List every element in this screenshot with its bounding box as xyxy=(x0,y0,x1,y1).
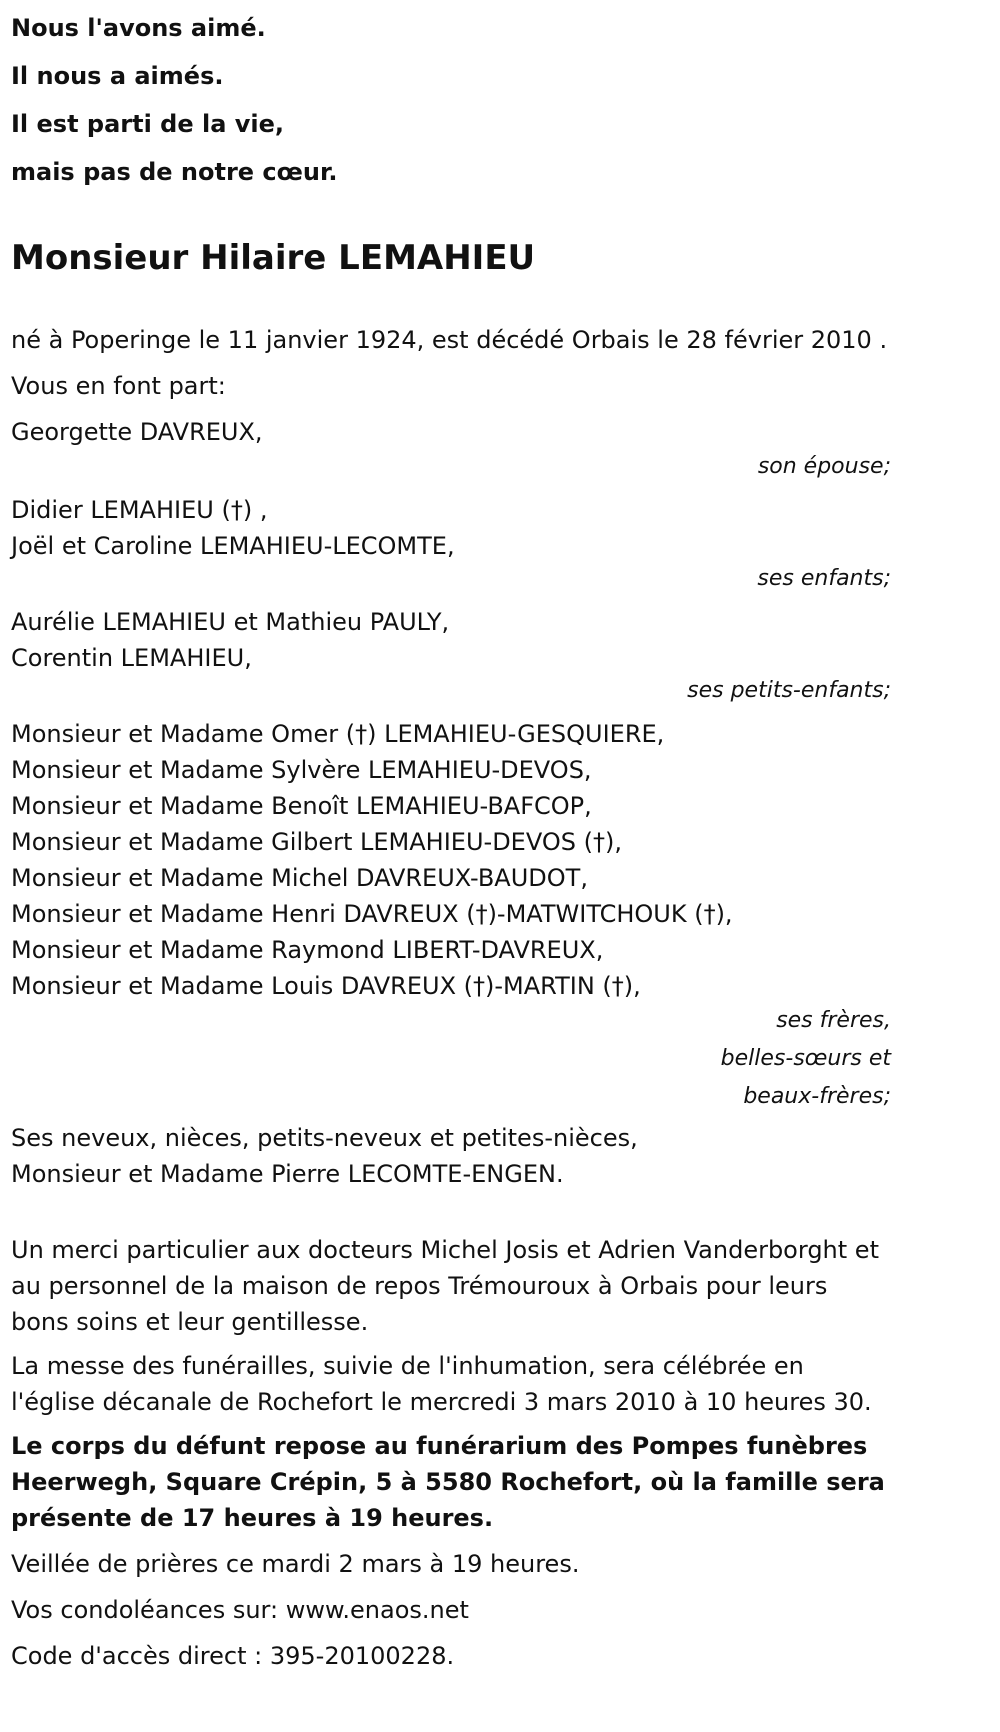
family-name: Monsieur et Madame Omer (†) LEMAHIEU-GESQUIERE, xyxy=(11,720,665,748)
family-role: belles-sœurs et xyxy=(720,1046,891,1071)
mass-paragraph: La messe des funérailles, suivie de l'inhumation, sera célébrée en l'église décanale de Rochefort le mercredi 3 mars 2010 à 10 heures 30. xyxy=(11,1352,872,1416)
funerarium-paragraph: Le corps du défunt repose au funérarium des Pompes funèbres Heerwegh, Square Crépin, 5 à 5580 Rochefort, où la famille sera présente de 17 heures à 19 heures. xyxy=(11,1432,885,1532)
vigil-line: Veillée de prières ce mardi 2 mars à 19 heures. xyxy=(11,1550,580,1578)
family-name: Monsieur et Madame Benoît LEMAHIEU-BAFCOP, xyxy=(11,792,592,820)
family-name: Monsieur et Madame Henri DAVREUX (†)-MATWITCHOUK (†), xyxy=(11,900,733,928)
poem-line: Il est parti de la vie, xyxy=(11,110,285,138)
family-name: Monsieur et Madame Louis DAVREUX (†)-MARTIN (†), xyxy=(11,972,641,1000)
access-code-line: Code d'accès direct : 395-20100228. xyxy=(11,1642,455,1670)
family-group-spouse xyxy=(11,412,891,488)
family-role: son épouse; xyxy=(757,454,891,479)
family-role: ses frères, xyxy=(776,1008,891,1033)
family-role: ses petits-enfants; xyxy=(687,678,891,703)
family-role: ses enfants; xyxy=(757,566,891,591)
other-relatives-line: Monsieur et Madame Pierre LECOMTE-ENGEN. xyxy=(11,1160,564,1188)
family-name: Monsieur et Madame Sylvère LEMAHIEU-DEVOS, xyxy=(11,756,592,784)
family-group-grandchildren xyxy=(11,604,891,712)
family-group-siblings xyxy=(11,716,891,1116)
family-name: Didier LEMAHIEU (†) , xyxy=(11,496,268,524)
family-name: Monsieur et Madame Gilbert LEMAHIEU-DEVOS (†), xyxy=(11,828,622,856)
family-name: Monsieur et Madame Raymond LIBERT-DAVREUX, xyxy=(11,936,604,964)
spacer xyxy=(11,1192,891,1232)
poem xyxy=(11,4,891,196)
family-name: Monsieur et Madame Michel DAVREUX-BAUDOT, xyxy=(11,864,588,892)
family-role: beaux-frères; xyxy=(743,1084,891,1109)
family-name: Joël et Caroline LEMAHIEU-LECOMTE, xyxy=(11,532,455,560)
poem-line: Nous l'avons aimé. xyxy=(11,14,266,42)
family-group-children xyxy=(11,492,891,600)
poem-line: Il nous a aimés. xyxy=(11,62,224,90)
obituary-document xyxy=(11,4,891,1676)
thanks-paragraph: Un merci particulier aux docteurs Michel Josis et Adrien Vanderborght et au personnel de la maison de repos Trémouroux à Orbais pour leurs bons soins et leur gentillesse. xyxy=(11,1236,879,1336)
family-name: Georgette DAVREUX, xyxy=(11,418,263,446)
family-name: Aurélie LEMAHIEU et Mathieu PAULY, xyxy=(11,608,450,636)
family-name: Corentin LEMAHIEU, xyxy=(11,644,252,672)
other-relatives xyxy=(11,1120,891,1192)
deceased-name: Monsieur Hilaire LEMAHIEU xyxy=(11,238,536,278)
poem-line: mais pas de notre cœur. xyxy=(11,158,338,186)
condolences-line: Vos condoléances sur: www.enaos.net xyxy=(11,1596,469,1624)
birth-death-line: né à Poperinge le 11 janvier 1924, est décédé Orbais le 28 février 2010 . xyxy=(11,326,888,354)
announce-line: Vous en font part: xyxy=(11,372,226,400)
other-relatives-line: Ses neveux, nièces, petits-neveux et petites-nièces, xyxy=(11,1124,638,1152)
